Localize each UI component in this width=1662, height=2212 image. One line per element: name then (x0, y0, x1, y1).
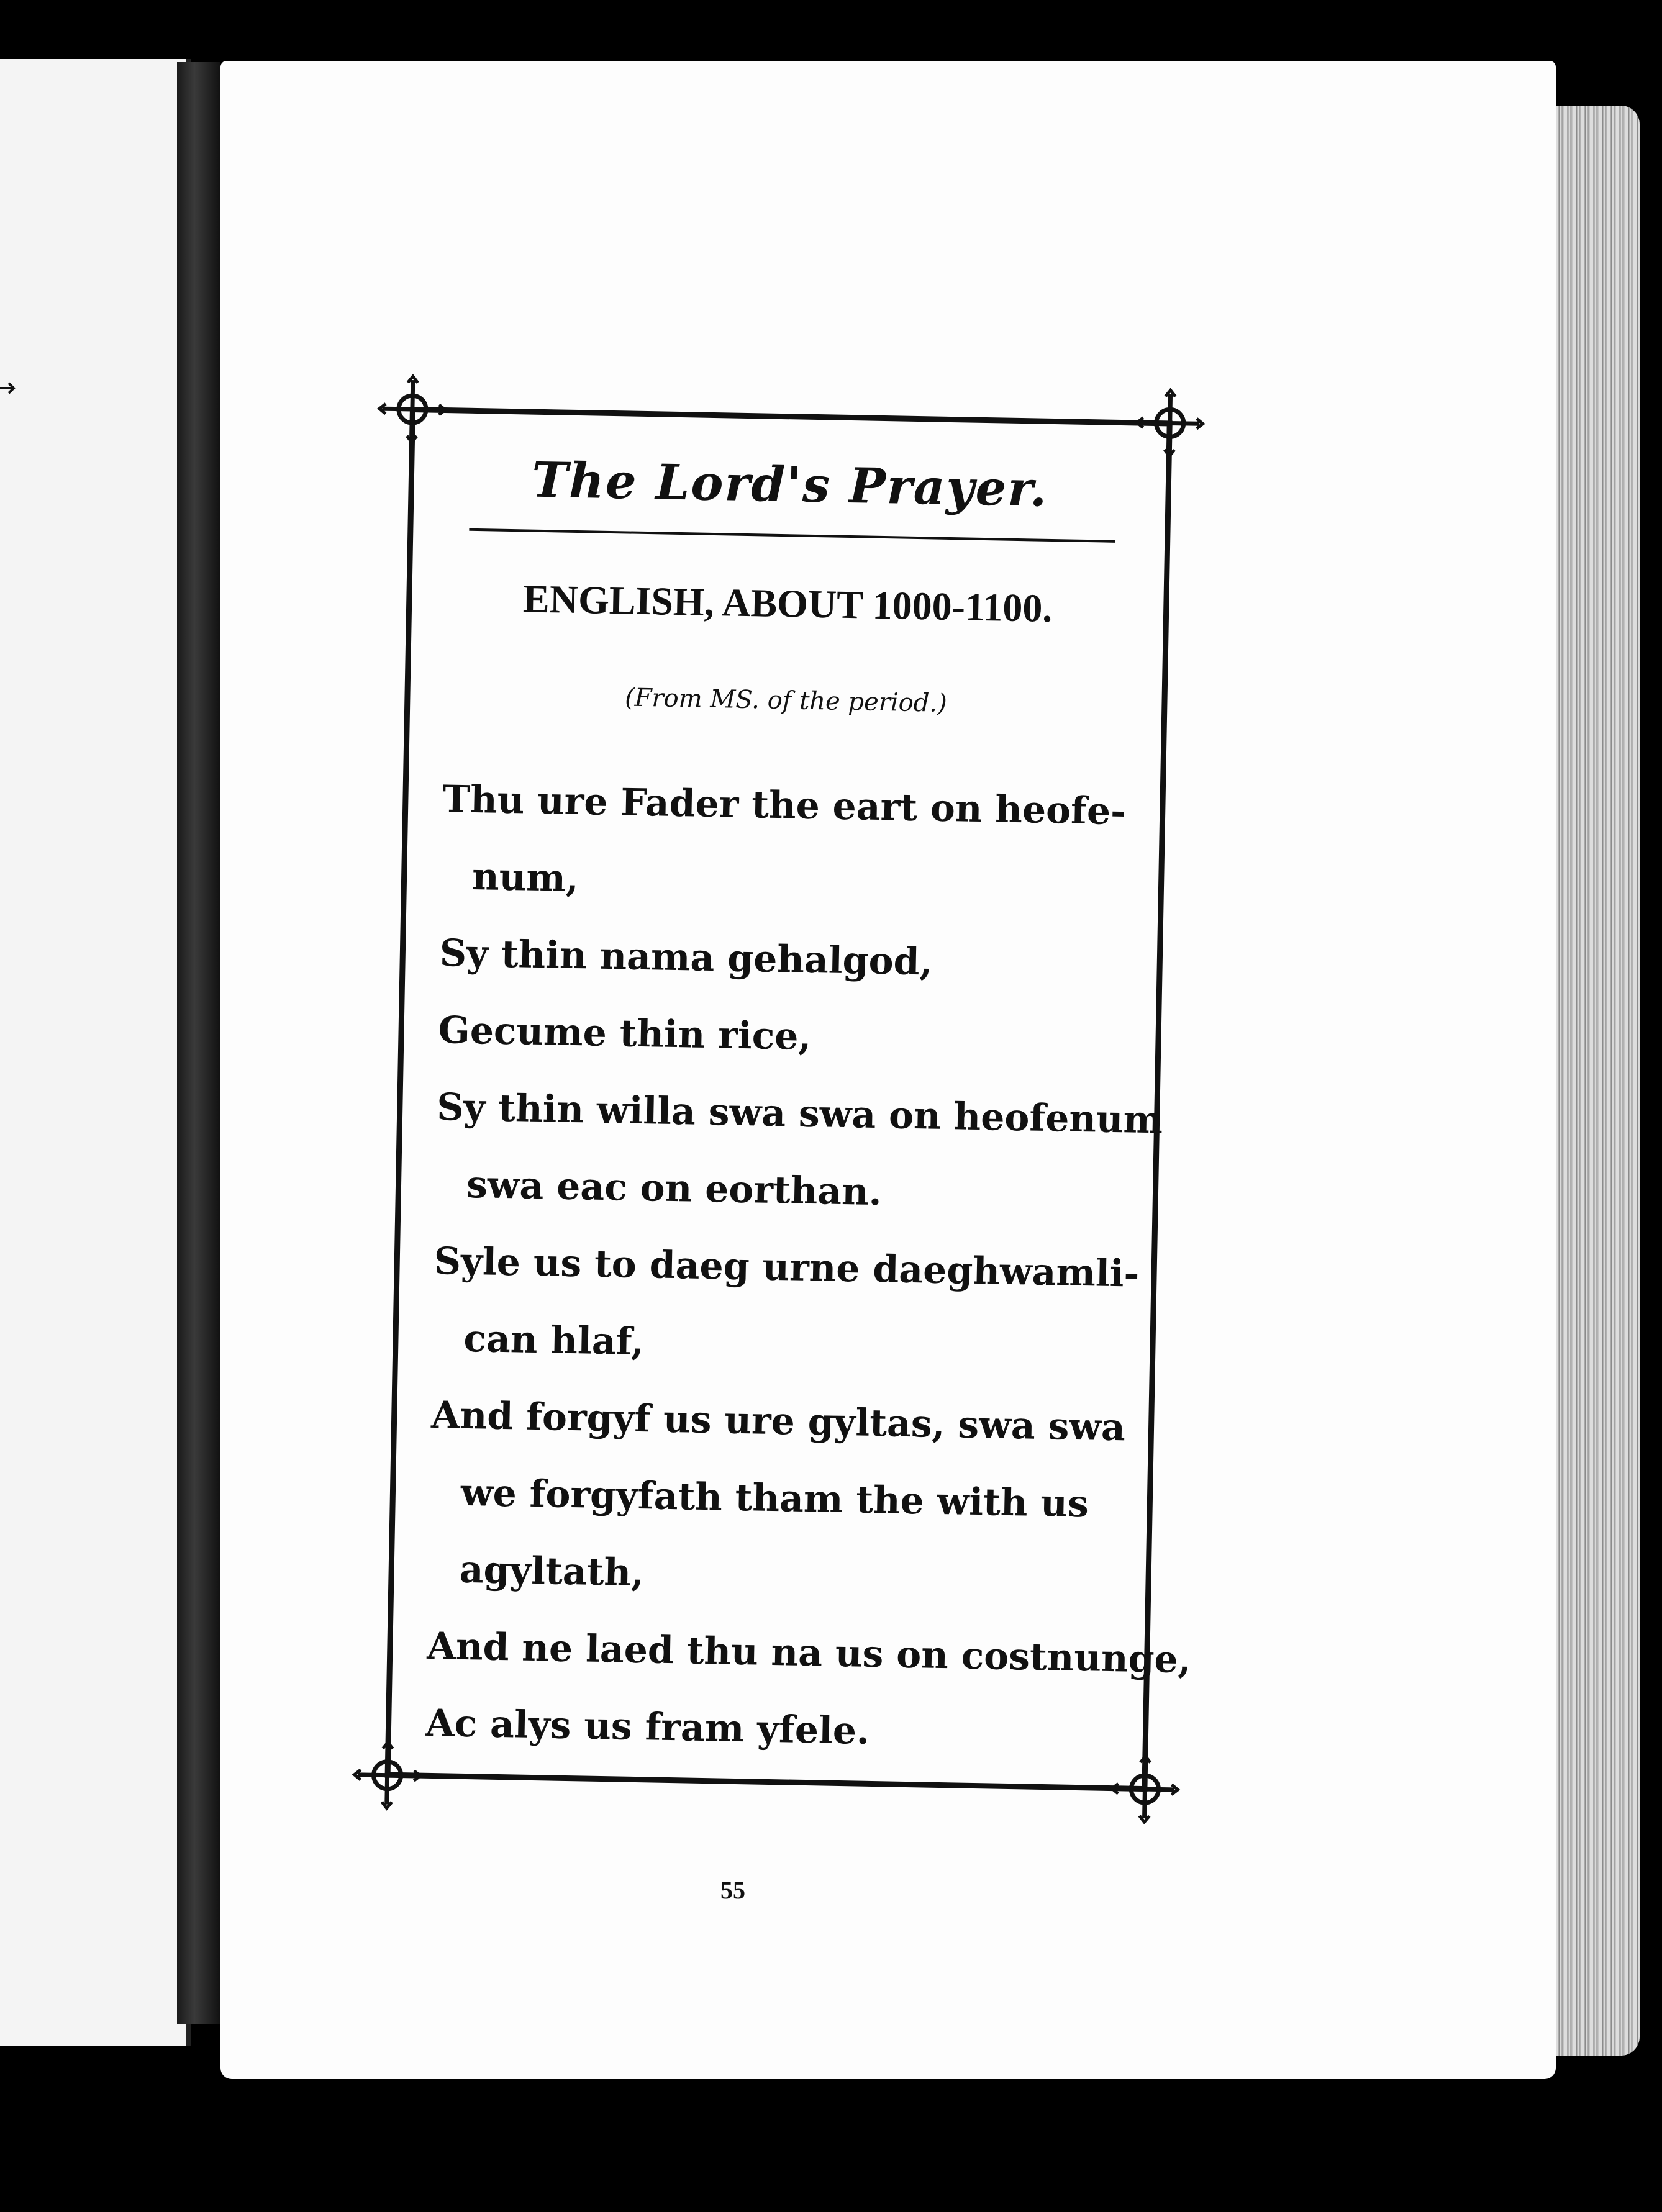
title-divider (469, 528, 1115, 543)
prayer-line: can hlaf, (463, 1317, 645, 1364)
prayer-line: And forgyf us ure gyltas, swa swa (430, 1393, 1126, 1450)
corner-ornament-icon (353, 1741, 422, 1810)
page-title: The Lord's Prayer. (531, 451, 1049, 518)
prayer-line: swa eac on eorthan. (466, 1163, 883, 1215)
book-gutter (177, 62, 220, 2024)
section-heading: ENGLISH, ABOUT 1000-1100. (522, 576, 1053, 631)
prayer-frame (385, 407, 1192, 1792)
corner-ornament-icon (378, 374, 447, 444)
page-number: 55 (720, 1876, 745, 1904)
page-edges (1546, 106, 1640, 2056)
source-note: (From MS. of the period.) (624, 683, 948, 718)
corner-ornament-icon (1110, 1754, 1179, 1824)
prayer-line: Gecume thin rice, (437, 1009, 812, 1059)
facing-page (0, 59, 191, 2046)
prayer-line: agyltath, (459, 1548, 645, 1595)
prayer-line: we forgyfath tham the with us (460, 1471, 1089, 1526)
prayer-line: Sy thin willa swa swa on heofenum (436, 1085, 1163, 1143)
prayer-line: Sy thin nama gehalgod, (439, 931, 933, 984)
prayer-line: Thu ure Fader the eart on heofe- (442, 777, 1127, 834)
prayer-line: Syle us to daeg urne daeghwamli- (434, 1239, 1140, 1296)
corner-ornament-icon (1135, 388, 1205, 458)
left-page-ornament (0, 379, 19, 397)
prayer-line: Ac alys us fram yfele. (425, 1701, 870, 1753)
prayer-text (425, 761, 1192, 1774)
prayer-line: num, (471, 854, 579, 901)
prayer-line: And ne laed thu na us on costnunge, (426, 1624, 1192, 1682)
